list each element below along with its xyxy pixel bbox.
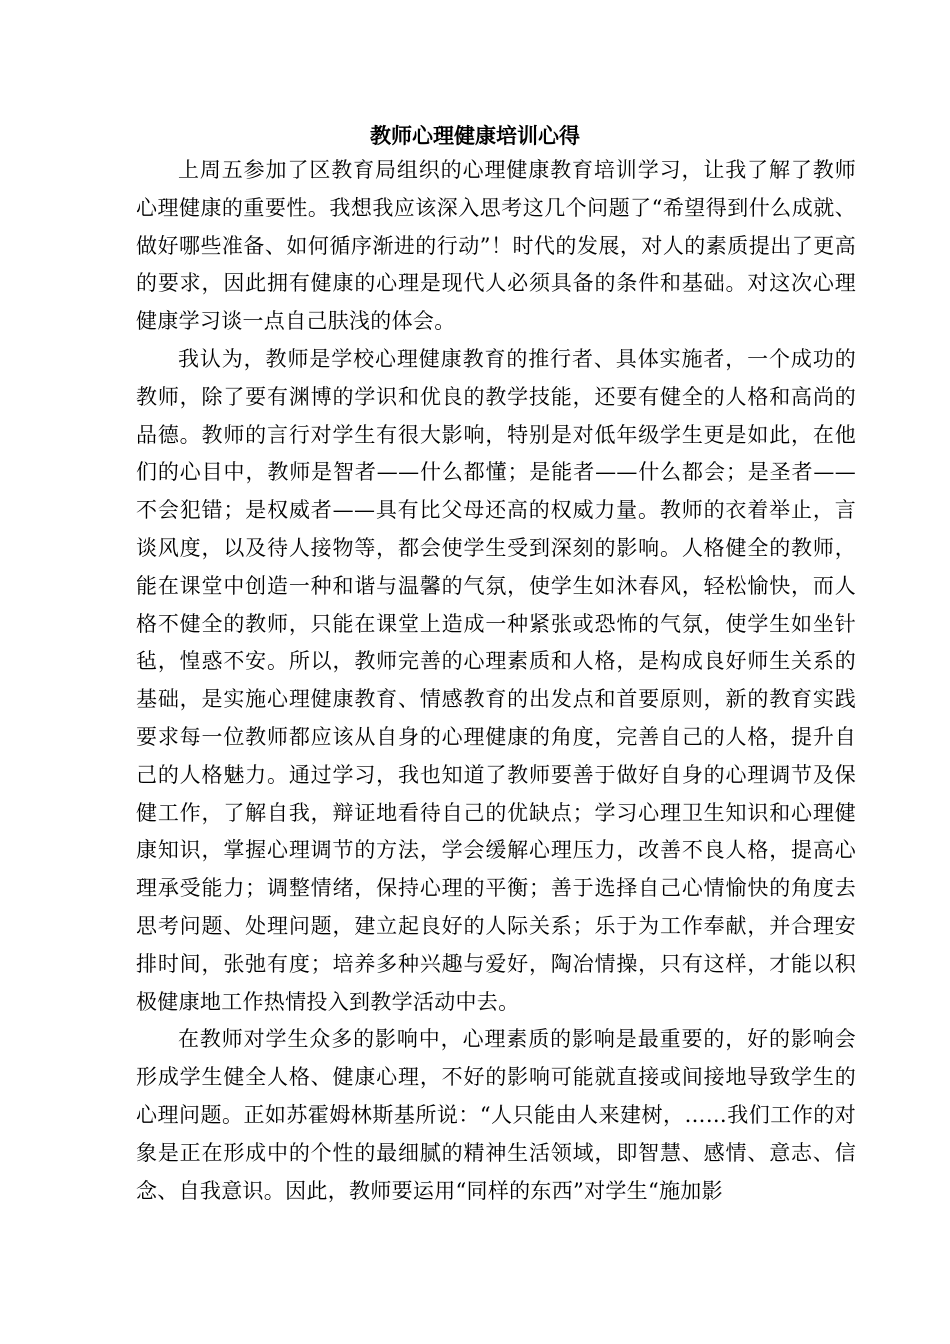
paragraph-2: 我认为，教师是学校心理健康教育的推行者、具体实施者，一个成功的教师，除了要有渊博的学识和优良的教学技能，还要有健全的人格和高尚的品德。教师的言行对学生有很大影响，特别是对低年级学生更是如此，在他们的心目中，教师是智者——什么都懂；是能者——什么都会；是圣者——不会犯错；是权威者——具有比父母还高的权威力量。教师的衣着举止，言谈风度，以及待人接物等，都会使学生受到深刻的影响。人格健全的教师，能在课堂中创造一种和谐与温馨的气氛，使学生如沐春风，轻松愉快，而人格不健全的教师，只能在课堂上造成一种紧张或恐怖的气氛，使学生如坐针毡，惶惑不安。所以，教师完善的心理素质和人格，是构成良好师生关系的基础，是实施心理健康教育、情感教育的出发点和首要原则，新的教育实践要求每一位教师都应该从自身的心理健康的角度，完善自己的人格，提升自己的人格魅力。通过学习，我也知道了教师要善于做好自身的心理调节及保健工作，了解自我，辩证地看待自己的优缺点；学习心理卫生知识和心理健康知识，掌握心理调节的方法，学会缓解心理压力，改善不良人格，提高心理承受能力；调整情绪，保持心理的平衡；善于选择自己心情愉快的角度去思考问题、处理问题，建立起良好的人际关系；乐于为工作奉献，并合理安排时间，张弛有度；培养多种兴趣与爱好，陶冶情操，只有这样，才能以积极健康地工作热情投入到教学活动中去。 xyxy=(136,346,856,1014)
paragraph-3: 在教师对学生众多的影响中，心理素质的影响是最重要的，好的影响会形成学生健全人格、健康心理，不好的影响可能就直接或间接地导致学生的心理问题。正如苏霍姆林斯基所说：“人只能由人来建树，……我们工作的对象是正在形成中的个性的最细腻的精神生活领域，即智慧、感情、意志、信念、自我意识。因此，教师要运用“同样的东西”对学生“施加影 xyxy=(136,1027,856,1203)
document-body xyxy=(136,152,856,1210)
document-title: 教师心理健康培训心得 xyxy=(370,123,580,148)
paragraph-1: 上周五参加了区教育局组织的心理健康教育培训学习，让我了解了教师心理健康的重要性。我想我应该深入思考这几个问题了“希望得到什么成就、做好哪些准备、如何循序渐进的行动”！时代的发展，对人的素质提出了更高的要求，因此拥有健康的心理是现代人必须具备的条件和基础。对这次心理健康学习谈一点自己肤浅的体会。 xyxy=(136,158,856,334)
